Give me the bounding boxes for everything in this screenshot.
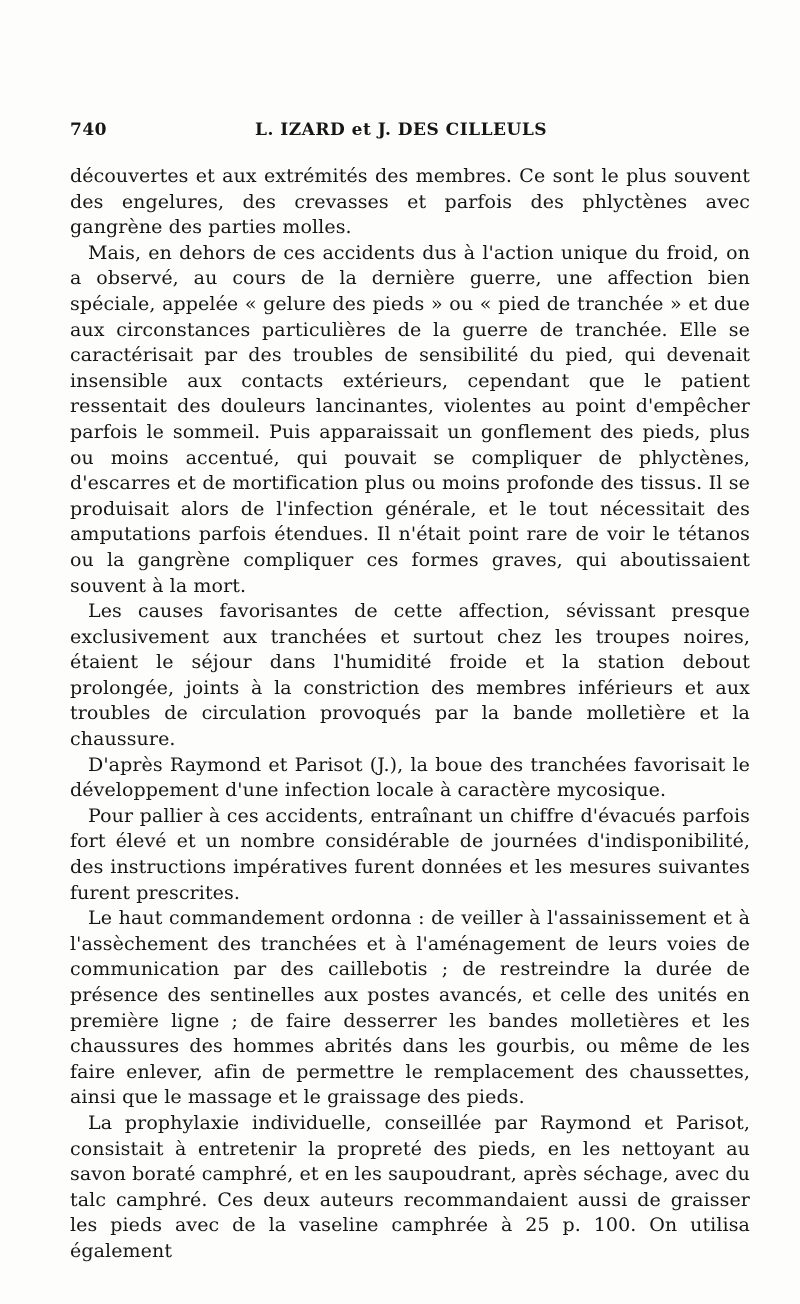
page-number: 740 <box>70 120 107 140</box>
paragraph: Les causes favorisantes de cette affection, sévissant presque exclusivement aux tranchées et surtout chez les troupes noires, étaient le séjour dans l'humidité froide et la station debout prolongée, joints à la constriction des membres inférieurs et aux troubles de circulation provoqués par la bande molletière et la chaussure. <box>70 600 750 751</box>
page-header <box>70 118 750 146</box>
paragraph: Pour pallier à ces accidents, entraînant un chiffre d'évacués parfois fort élevé et un nombre considérable de journées d'indisponibilité, des instructions impératives furent données et les mesures suivantes furent prescrites. <box>70 804 750 904</box>
paragraph: La prophylaxie individuelle, conseillée par Raymond et Parisot, consistait à entretenir la propreté des pieds, en les nettoyant au savon boraté camphré, et en les saupoudrant, après séchage, avec du talc camphré. Ces deux auteurs recommandaient aussi de graisser les pieds avec de la vaseline camphrée à 25 p. 100. On utilisa également <box>70 1111 750 1262</box>
running-head: L. IZARD et J. DES CILLEULS <box>255 120 548 140</box>
paragraph: découvertes et aux extrémités des membres. Ce sont le plus souvent des engelures, des crevasses et parfois des phlyctènes avec gangrène des parties molles. <box>70 165 750 239</box>
body-text <box>70 164 750 1265</box>
paragraph: Mais, en dehors de ces accidents dus à l'action unique du froid, on a observé, au cours de la dernière guerre, une affection bien spéciale, appelée « gelure des pieds » ou « pied de tranchée » et due aux circonstances particulières de la guerre de tranchée. Elle se caractérisait par des troubles de sensibilité du pied, qui devenait insensible aux contacts extérieurs, cependant que le patient ressentait des douleurs lancinantes, violentes au point d'empêcher parfois le sommeil. Puis apparaissait un gonflement des pieds, plus ou moins accentué, qui pouvait se compliquer de phlyctènes, d'escarres et de mortification plus ou moins profonde des tissus. Il se produisait alors de l'infection générale, et le tout nécessitait des amputations parfois étendues. Il n'était point rare de voir le tétanos ou la gangrène compliquer ces formes graves, qui aboutissaient souvent à la mort. <box>70 241 750 597</box>
paragraph: D'après Raymond et Parisot (J.), la boue des tranchées favorisait le développement d'une infection locale à caractère mycosique. <box>70 753 750 802</box>
paragraph: Le haut commandement ordonna : de veiller à l'assainissement et à l'assèchement des tranchées et à l'aménagement de leurs voies de communication par des caillebotis ; de restreindre la durée de présence des sentinelles aux postes avancés, et celle des unités en première ligne ; de faire desserrer les bandes molletières et les chaussures des hommes abrités dans les gourbis, ou même de les faire enlever, afin de permettre le remplacement des chaussettes, ainsi que le massage et le graissage des pieds. <box>70 907 750 1109</box>
